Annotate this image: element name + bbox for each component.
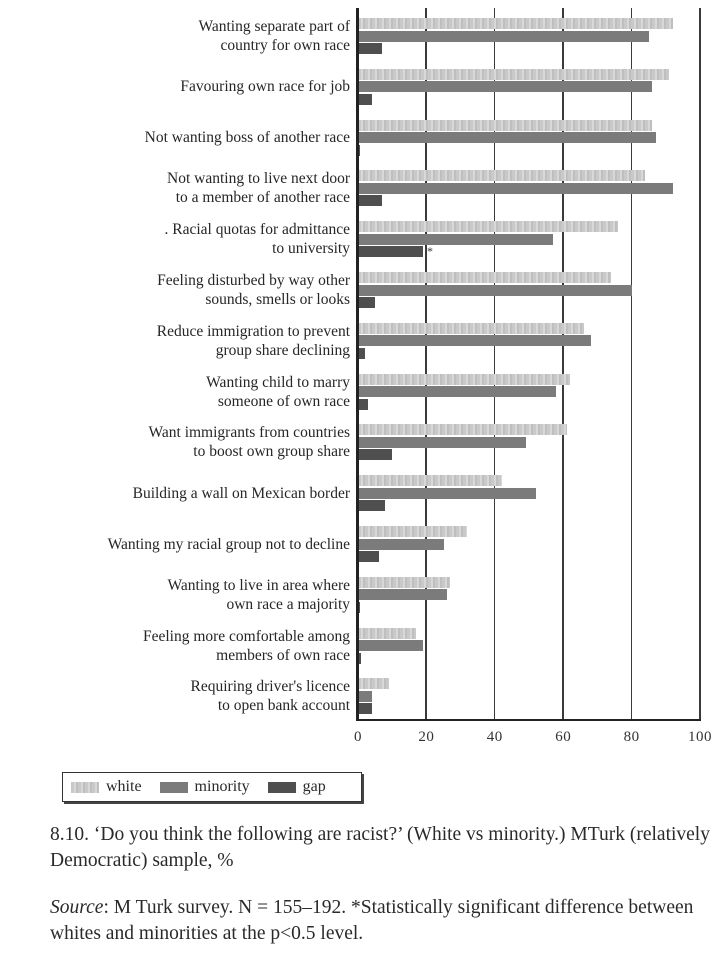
x-tick-label: 20 xyxy=(418,729,435,745)
x-tick-label: 100 xyxy=(688,729,712,745)
legend-label-white: white xyxy=(106,778,142,795)
bar-minority xyxy=(358,386,556,397)
bar-white xyxy=(358,221,618,232)
bar-minority xyxy=(358,31,649,42)
legend-item-white xyxy=(71,778,142,796)
legend-swatch-minority xyxy=(160,782,188,793)
significance-asterisk: * xyxy=(426,244,433,259)
category-label: Wanting separate part of country for own race xyxy=(198,18,350,54)
bar-white xyxy=(358,18,673,29)
category-label: Feeling more comfortable among members of own race xyxy=(142,627,350,664)
gridline-60 xyxy=(562,8,564,720)
bar-minority xyxy=(358,335,591,346)
category-label: Wanting my racial group not to decline xyxy=(107,535,350,553)
bar-gap xyxy=(358,297,375,308)
category-label: . Racial quotas for admittance to university xyxy=(164,221,350,258)
legend-item-gap xyxy=(268,778,326,796)
bar-minority xyxy=(358,539,444,550)
bar-gap xyxy=(358,94,372,105)
bar-white xyxy=(358,272,611,283)
category-label: Wanting child to marry someone of own race xyxy=(206,373,350,410)
source-label: Source xyxy=(50,897,104,918)
bar-minority xyxy=(358,81,652,92)
bar-minority xyxy=(358,589,447,600)
bar-minority xyxy=(358,285,632,296)
bar-white xyxy=(358,170,645,181)
bar-gap xyxy=(358,551,379,562)
gridline-20 xyxy=(425,8,427,720)
bar-gap xyxy=(358,703,372,714)
legend-item-minority xyxy=(160,778,250,796)
bar-white xyxy=(358,577,450,588)
bar-white xyxy=(358,424,567,435)
bar-gap xyxy=(358,653,361,664)
legend xyxy=(62,772,362,802)
x-tick-label: 80 xyxy=(623,729,640,745)
bar-minority xyxy=(358,132,656,143)
bar-minority xyxy=(358,640,423,651)
category-label: Favouring own race for job xyxy=(180,78,350,96)
category-label: Want immigrants from countries to boost own group share xyxy=(148,424,350,461)
bar-white xyxy=(358,628,416,639)
bar-gap xyxy=(358,195,382,206)
bar-white xyxy=(358,526,467,537)
bar-minority xyxy=(358,437,526,448)
bar-gap xyxy=(358,449,392,460)
bar-minority xyxy=(358,234,553,245)
legend-label-gap: gap xyxy=(302,778,326,795)
category-label: Wanting to live in area where own race a majority xyxy=(167,576,350,613)
bar-minority xyxy=(358,183,673,194)
category-label: Requiring driver's licence to open bank account xyxy=(190,678,350,715)
x-tick-label: 60 xyxy=(555,729,572,745)
category-label: Not wanting to live next door to a member of another race xyxy=(167,170,350,207)
bar-gap xyxy=(358,500,385,511)
gridline-80 xyxy=(631,8,633,720)
figure-source-note xyxy=(50,895,710,947)
bar-white xyxy=(358,69,669,80)
category-label: Feeling disturbed by way other sounds, smells or looks xyxy=(157,272,350,308)
y-axis-line xyxy=(356,8,359,721)
legend-label-minority: minority xyxy=(194,778,250,795)
category-label: Reduce immigration to prevent group share declining xyxy=(156,322,350,359)
category-label: Building a wall on Mexican border xyxy=(132,484,350,502)
bar-white xyxy=(358,120,652,131)
x-axis-line xyxy=(356,719,701,721)
bar-gap xyxy=(358,399,368,410)
category-label: Not wanting boss of another race xyxy=(144,129,350,147)
bar-gap xyxy=(358,246,423,257)
bar-gap xyxy=(358,348,365,359)
bar-gap xyxy=(358,43,382,54)
source-text: : M Turk survey. N = 155–192. *Statistically significant difference between whites and minorities at the p<0.5 level. xyxy=(50,897,694,944)
legend-swatch-gap xyxy=(268,782,296,793)
gridline-40 xyxy=(494,8,496,720)
bar-white xyxy=(358,323,584,334)
figure-caption: 8.10. ‘Do you think the following are racist?’ (White vs minority.) MTurk (relatively Democratic) sample, % xyxy=(50,824,710,871)
bar-minority xyxy=(358,488,536,499)
x-tick-label: 0 xyxy=(354,729,362,745)
gridline-100 xyxy=(699,8,701,720)
bar-white xyxy=(358,678,389,689)
bar-white xyxy=(358,475,502,486)
bar-minority xyxy=(358,691,372,702)
legend-swatch-white xyxy=(71,782,99,793)
x-tick-label: 40 xyxy=(486,729,503,745)
bar-white xyxy=(358,374,570,385)
